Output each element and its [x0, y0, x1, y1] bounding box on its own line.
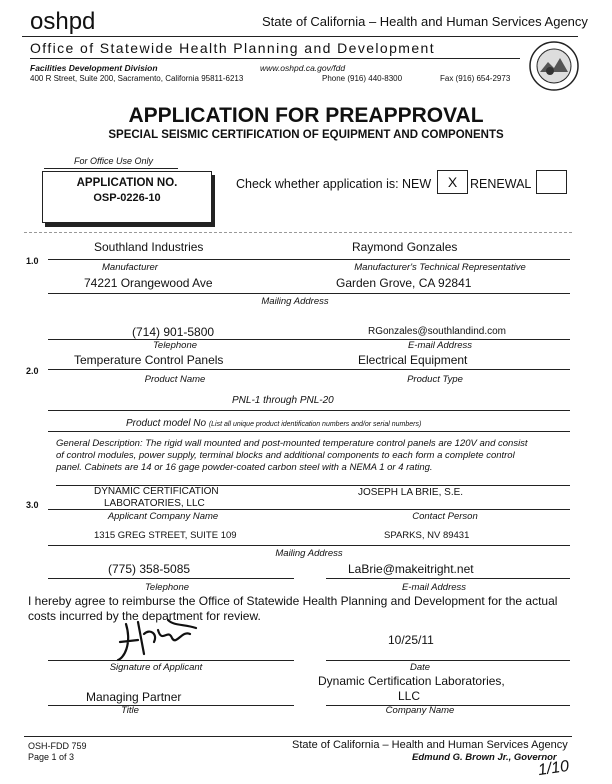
application-number-box [42, 171, 212, 223]
company-name-line [48, 509, 570, 510]
division-address: 400 R Street, Suite 200, Sacramento, California 95811-6213 [30, 74, 244, 83]
signature-date-value[interactable]: 10/25/11 [388, 633, 434, 647]
renewal-label: RENEWAL [470, 177, 532, 191]
handwritten-page-note: 1/10 [536, 757, 571, 780]
telephone-value[interactable]: (714) 901-5800 [132, 325, 215, 339]
title-line [48, 705, 294, 706]
applicant-address-line [48, 545, 570, 546]
title-label: Title [121, 705, 139, 716]
application-type-prompt: Check whether application is: [236, 177, 399, 191]
tech-rep-value[interactable]: Raymond Gonzales [352, 240, 458, 254]
website: www.oshpd.ca.gov/fdd [260, 63, 346, 73]
logo-underline [22, 36, 132, 37]
application-number-value: OSP-0226-10 [93, 192, 161, 204]
header-rule-2 [30, 58, 520, 59]
product-model-line [48, 410, 570, 411]
product-type-value[interactable]: Electrical Equipment [358, 353, 468, 367]
fax-number: Fax (916) 654-2973 [440, 74, 511, 83]
product-model-rule [48, 431, 570, 432]
division-name: Facilities Development Division [30, 63, 158, 73]
new-checkbox[interactable]: X [437, 170, 468, 194]
product-name-line [48, 369, 570, 370]
state-seal-icon [528, 40, 580, 92]
applicant-telephone-label: Telephone [144, 582, 190, 593]
section-1-number: 1.0 [26, 256, 39, 266]
mailing-address-label: Mailing Address [261, 296, 329, 307]
signature-label: Signature of Applicant [109, 662, 203, 673]
telephone-label: Telephone [152, 340, 198, 351]
applicant-mailing-label: Mailing Address [275, 548, 343, 559]
contact-person-value[interactable]: JOSEPH LA BRIE, S.E. [358, 487, 464, 498]
reimbursement-agreement: I hereby agree to reimburse the Office of Statewide Health Planning and Development for the actual costs incurred by the department for review. [28, 594, 558, 623]
applicant-email-label: E-mail Address [401, 582, 467, 593]
date-label: Date [409, 662, 431, 673]
manufacturer-line [48, 259, 570, 260]
company-name-line2[interactable]: LABORATORIES, LLC [104, 498, 205, 509]
applicant-telephone-line [48, 578, 294, 579]
footer-agency: State of California – Health and Human Services Agency [292, 739, 568, 751]
office-use-label: For Office Use Only [74, 156, 154, 166]
applicant-email-line [326, 578, 570, 579]
form-subtitle: SPECIAL SEISMIC CERTIFICATION OF EQUIPMENT AND COMPONENTS [108, 129, 504, 141]
application-number-label: APPLICATION NO. [76, 177, 178, 189]
product-name-label: Product Name [144, 374, 206, 385]
form-title: APPLICATION FOR PREAPPROVAL [128, 104, 484, 127]
company-name-label: Applicant Company Name [107, 511, 219, 522]
contact-person-label: Contact Person [412, 511, 478, 522]
applicant-address-line1[interactable]: 1315 GREG STREET, SUITE 109 [94, 530, 237, 541]
new-label: NEW [402, 177, 432, 191]
office-use-rule [44, 168, 178, 169]
applicant-signature [114, 614, 204, 664]
product-name-value[interactable]: Temperature Control Panels [74, 353, 224, 367]
applicant-email-value[interactable]: LaBrie@makeitright.net [348, 562, 474, 576]
signature-line [48, 660, 294, 661]
applicant-telephone-value[interactable]: (775) 358-5085 [108, 562, 191, 576]
product-model-label: Product model No (List all unique product identification numbers and/or serial numbers) [126, 418, 422, 429]
header-rule [132, 36, 578, 37]
email-value[interactable]: RGonzales@southlandind.com [368, 326, 507, 337]
section-2-number: 2.0 [26, 366, 39, 376]
email-label: E-mail Address [407, 340, 473, 351]
agency-header: State of California – Health and Human Services Agency [262, 14, 588, 29]
renewal-checkbox[interactable] [536, 170, 567, 194]
phone-number: Phone (916) 440-8300 [322, 74, 403, 83]
title-value[interactable]: Managing Partner [86, 690, 182, 704]
mailing-address-line1[interactable]: 74221 Orangewood Ave [84, 276, 213, 290]
office-name: Office of Statewide Health Planning and Development [30, 40, 436, 56]
manufacturer-value[interactable]: Southland Industries [94, 240, 204, 254]
company-name-label-bottom: Company Name [385, 705, 455, 716]
company-name-line1[interactable]: DYNAMIC CERTIFICATION [94, 486, 219, 497]
date-line [326, 660, 570, 661]
general-description[interactable]: General Description: The rigid wall mounted and post-mounted temperature control panels are 120V and consist of control modules, power supply, terminal blocks and additional components to each form a complete control panel. Cabinets are 14 or 16 gage powder-coated carbon steel with a NEMA 1 or 4 rating. [56, 438, 528, 473]
oshpd-logo: oshpd [30, 8, 96, 35]
page-indicator: Page 1 of 3 [28, 752, 75, 762]
section-3-number: 3.0 [26, 500, 39, 510]
company-name-value-line1[interactable]: Dynamic Certification Laboratories, [318, 674, 505, 688]
section-divider-top [24, 232, 572, 233]
tech-rep-label: Manufacturer's Technical Representative [354, 262, 526, 273]
form-number: OSH-FDD 759 [28, 741, 87, 751]
footer-governor: Edmund G. Brown Jr., Governor [412, 752, 557, 763]
mailing-address-line [48, 293, 570, 294]
company-name-value-line2[interactable]: LLC [398, 689, 421, 703]
manufacturer-label: Manufacturer [102, 262, 158, 273]
footer-rule [24, 736, 572, 737]
applicant-address-line2[interactable]: SPARKS, NV 89431 [384, 530, 470, 541]
mailing-address-line2[interactable]: Garden Grove, CA 92841 [336, 276, 472, 290]
product-model-value[interactable]: PNL-1 through PNL-20 [232, 395, 334, 406]
product-type-label: Product Type [407, 374, 463, 385]
